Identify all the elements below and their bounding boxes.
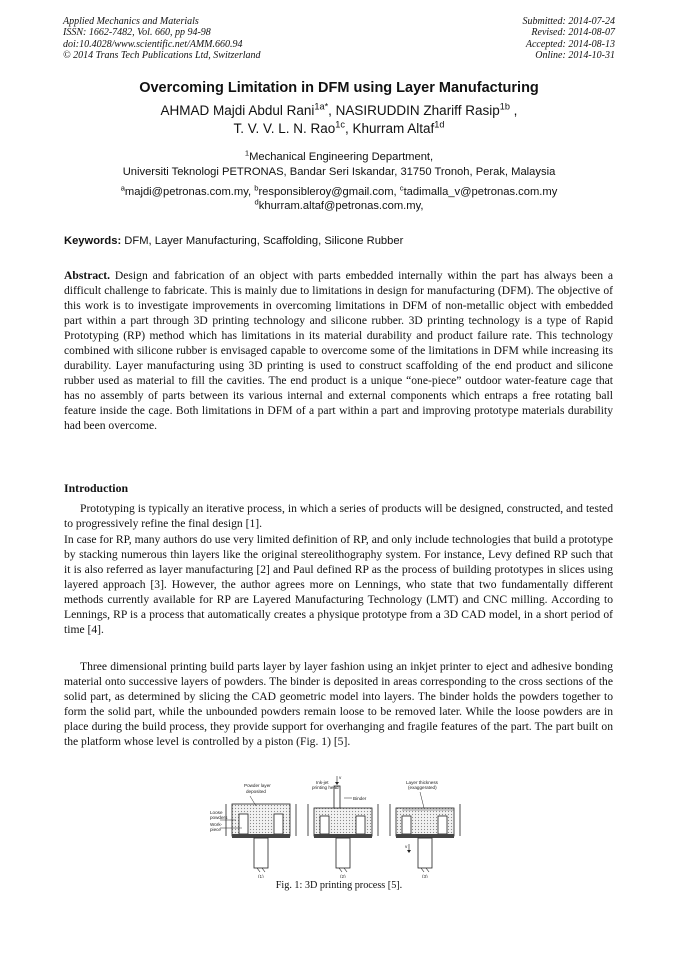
figure-caption: Fig. 1: 3D printing process [5]. bbox=[275, 880, 403, 891]
label-binder: Binder bbox=[353, 796, 367, 801]
submitted-date: Submitted: 2014-07-24 bbox=[522, 16, 615, 27]
label-printing-head: printing head bbox=[312, 785, 339, 790]
3d-printing-process-figure bbox=[210, 774, 470, 878]
paper-title: Overcoming Limitation in DFM using Layer Manufacturing bbox=[139, 80, 539, 96]
author-name: AHMAD Majdi Abdul Rani bbox=[160, 103, 315, 118]
author-name: NASIRUDDIN Zhariff Rasip bbox=[335, 103, 500, 118]
label-deposited: deposited bbox=[246, 789, 266, 794]
online-date: Online: 2014-10-31 bbox=[535, 50, 615, 62]
label-piece: piece bbox=[210, 827, 221, 832]
author-superscript: 1a* bbox=[314, 101, 329, 112]
affiliation bbox=[40, 150, 638, 179]
introduction-heading: Introduction bbox=[64, 481, 129, 495]
email-link[interactable]: majdi@petronas.com.my, bbox=[124, 186, 255, 198]
journal-name: Applied Mechanics and Materials bbox=[63, 16, 199, 27]
label-work: Work- bbox=[210, 822, 223, 827]
label-powders: powders bbox=[210, 815, 228, 820]
label-powder-layer: Powder layer bbox=[244, 783, 271, 788]
email-superscript: a bbox=[120, 183, 125, 193]
issn-line: ISSN: 1662-7482, Vol. 660, pp 94-98 bbox=[63, 27, 211, 39]
email-link[interactable]: tadimalla_v@petronas.com.my bbox=[403, 186, 558, 198]
date-info bbox=[523, 16, 616, 62]
author-name: Khurram Altaf bbox=[352, 121, 435, 136]
author-superscript: 1b bbox=[499, 101, 510, 112]
author-superscript: 1c bbox=[335, 119, 345, 130]
email-link[interactable]: responsibleroy@gmail.com, bbox=[258, 186, 400, 198]
label-velocity-3: v bbox=[405, 844, 408, 849]
author-emails bbox=[40, 185, 638, 213]
intro-paragraph-1: Prototyping is typically an iterative process, in which a series of products will be designed, constructed, and tested to progressively refine the final design [1]. bbox=[64, 502, 613, 530]
keywords-label: Keywords: bbox=[64, 235, 122, 247]
process-step-1 bbox=[210, 783, 296, 878]
keywords bbox=[64, 235, 614, 247]
abstract-label: Abstract. bbox=[64, 269, 111, 282]
intro-paragraph-3: Three dimensional printing build parts layer by layer fashion using an inkjet printer to eject and adhesive bonding material onto successive layers of powders. The binder is deposited in areas corresponding to the cross sections of the solid part, as determined by slicing the CAD geometric model into layers. The binder holds the powders together to form the solid part, while the unbounded powders remain loose to be removed later. While the loose powders are in place during the build process, they provide support for overhanging and fragile features of the part. The part built on the platform whose level is controlled by a piston (Fig. 1) [5]. bbox=[64, 660, 613, 748]
label-layer-thickness: Layer thickness bbox=[406, 780, 438, 785]
process-step-2 bbox=[308, 775, 378, 878]
author-name: T. V. V. L. N. Rao bbox=[233, 121, 336, 136]
label-step-1: (1) bbox=[258, 874, 264, 878]
label-loose: Loose bbox=[210, 810, 223, 815]
doi-line: doi:10.4028/www.scientific.net/AMM.660.94 bbox=[63, 38, 243, 50]
email-superscript: d bbox=[254, 197, 259, 207]
abstract-text: Design and fabrication of an object with parts embedded internally within the part has always been a difficult challenge to fabricate. This is mainly due to limitations in design for manufacturing (DFM). The objective of this work is to investigate improvements in overcoming limitations in DFM of non-metallic object with embedded part within a part through 3D printing technology and silicone rubber. 3D printing technology is a type of Rapid Prototyping (RP) method which has limitations in its material durability and product failure rate. This technology combined with silicone rubber is envisaged capable to overcome some of the limitations in DFM while increasing its durability. Layer manufacturing using 3D printing is used to construct scaffolding of the end product and silicone rubber used as material to fill the cavities. The end product is a unique “one-piece” outdoor water-feature cage that has no assembly of parts between its various internal and external components which entraps a free rotating ball feature inside the cage. Both limitations in DFM of a part within a part and improving prototype materials durability had been overcome. bbox=[64, 269, 613, 432]
affiliation-address: Universiti Teknologi PETRONAS, Bandar Seri Iskandar, 31750 Tronoh, Perak, Malaysia bbox=[122, 165, 556, 178]
accepted-date: Accepted: 2014-08-13 bbox=[525, 38, 615, 50]
author-list bbox=[40, 102, 638, 138]
revised-date: Revised: 2014-08-07 bbox=[531, 27, 615, 39]
keywords-text: DFM, Layer Manufacturing, Scaffolding, Silicone Rubber bbox=[121, 235, 404, 247]
author-separator: , bbox=[328, 103, 336, 118]
email-link[interactable]: khurram.altaf@petronas.com.my, bbox=[258, 200, 424, 212]
label-step-3: (3) bbox=[422, 874, 428, 878]
author-separator: , bbox=[344, 121, 353, 136]
publication-info bbox=[63, 16, 261, 62]
author-superscript: 1d bbox=[434, 119, 445, 130]
author-separator: , bbox=[509, 103, 518, 118]
label-step-2: (2) bbox=[340, 874, 346, 878]
label-velocity-2: v bbox=[339, 775, 342, 780]
intro-paragraph-2: In case for RP, many authors do use very limited definition of RP, and only include technologies that build a prototype by stacking numerous thin layers like the original stereolithography system. For instance, Levy defined RP such that it is also referred as layer manufacturing [2] and Paul defined RP as the process of building prototypes in slices using layered approach [3]. However, the author agrees more on Lennings, who state that two fundamentally different methods currently available for RP are Layered Manufacturing Technology (LMT) and CNC milling. According to Lennings, RP is a process that automatically creates a physique prototype from a 3D CAD model, in a short period of time [4]. bbox=[64, 533, 613, 636]
affiliation-superscript: 1 bbox=[244, 148, 250, 158]
copyright-line: © 2014 Trans Tech Publications Ltd, Switzerland bbox=[63, 50, 261, 62]
email-superscript: b bbox=[254, 183, 259, 193]
label-inkjet: Ink-jet bbox=[316, 780, 329, 785]
abstract bbox=[64, 269, 613, 433]
process-step-3 bbox=[390, 780, 460, 878]
email-superscript: c bbox=[399, 183, 404, 193]
affiliation-department: Mechanical Engineering Department, bbox=[249, 151, 434, 163]
label-exaggerated: (exaggerated) bbox=[408, 785, 437, 790]
